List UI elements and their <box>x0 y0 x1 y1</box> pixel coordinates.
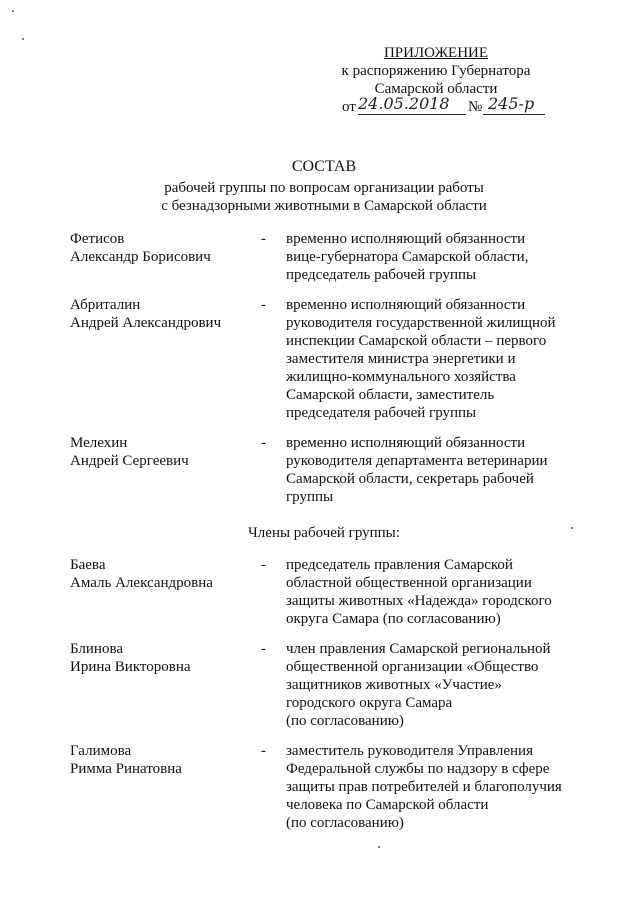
member-position <box>286 296 573 422</box>
document-heading <box>0 158 640 215</box>
position-line: председатель рабочей группы <box>286 267 477 283</box>
member-given-name: Андрей Сергеевич <box>70 453 189 469</box>
position-line: группы <box>286 489 334 505</box>
document-subtitle-line-1: рабочей группы по вопросам организации работы <box>164 180 484 196</box>
dash-separator: - <box>261 557 266 573</box>
member-given-name: Андрей Александрович <box>70 315 222 331</box>
member-surname: Абриталин <box>70 297 141 313</box>
position-line: Самарской области, заместитель <box>286 387 495 403</box>
member-given-name: Амаль Александровна <box>70 575 213 591</box>
member-position <box>286 230 573 284</box>
member-surname: Галимова <box>70 743 132 759</box>
member-surname: Мелехин <box>70 435 128 451</box>
position-line: Федеральной службы по надзору в сфере <box>286 761 550 777</box>
date-prefix: от <box>342 99 356 115</box>
dash-separator: - <box>261 231 266 247</box>
appendix-line-2: Самарской области <box>374 81 498 97</box>
position-line: (по согласованию) <box>286 815 404 831</box>
appendix-line-1: к распоряжению Губернатора <box>341 63 531 79</box>
position-line: временно исполняющий обязанности <box>286 435 526 451</box>
member-surname: Блинова <box>70 641 123 657</box>
member-name <box>70 296 250 332</box>
members-heading: Члены рабочей группы: <box>248 525 400 541</box>
position-line: общественной организации «Общество <box>286 659 539 675</box>
member-surname: Баева <box>70 557 106 573</box>
position-line: руководителя государственной жилищной <box>286 315 556 331</box>
appendix-date-line <box>318 94 554 118</box>
position-line: временно исполняющий обязанности <box>286 297 526 313</box>
member-surname: Фетисов <box>70 231 125 247</box>
position-line: инспекции Самарской области – первого <box>286 333 547 349</box>
document-subtitle-line-2: с безнадзорными животными в Самарской области <box>161 198 487 214</box>
member-name <box>70 434 250 470</box>
member-position <box>286 742 573 832</box>
member-given-name: Римма Ринатовна <box>70 761 182 777</box>
member-name <box>70 556 250 592</box>
date-underline <box>358 114 466 115</box>
member-given-name: Александр Борисович <box>70 249 211 265</box>
position-line: заместителя министра энергетики и <box>286 351 516 367</box>
position-line: вице-губернатора Самарской области, <box>286 249 529 265</box>
position-line: человека по Самарской области <box>286 797 489 813</box>
position-line: председатель правления Самарской <box>286 557 513 573</box>
position-line: жилищно-коммунального хозяйства <box>286 369 516 385</box>
number-underline <box>483 114 545 115</box>
position-line: защиты прав потребителей и благополучия <box>286 779 562 795</box>
position-line: защиты животных «Надежда» городского <box>286 593 552 609</box>
position-line: (по согласованию) <box>286 713 404 729</box>
appendix-block <box>318 44 554 118</box>
member-given-name: Ирина Викторовна <box>70 659 191 675</box>
position-line: Самарской области, секретарь рабочей <box>286 471 534 487</box>
position-line: председателя рабочей группы <box>286 405 477 421</box>
member-position <box>286 434 573 506</box>
position-line: округа Самара (по согласованию) <box>286 611 501 627</box>
document-title: СОСТАВ <box>291 158 357 175</box>
appendix-title: ПРИЛОЖЕНИЕ <box>383 45 489 61</box>
member-position <box>286 640 573 730</box>
position-line: областной общественной организации <box>286 575 532 591</box>
date-handwritten: 24.05.2018 <box>358 94 450 113</box>
dash-separator: - <box>261 641 266 657</box>
member-name <box>70 742 250 778</box>
position-line: член правления Самарской региональной <box>286 641 551 657</box>
scan-speck <box>12 10 14 12</box>
member-name <box>70 640 250 676</box>
scan-speck <box>378 846 380 848</box>
position-line: защитников животных «Участие» <box>286 677 502 693</box>
scan-speck <box>22 38 24 40</box>
dash-separator: - <box>261 435 266 451</box>
member-name <box>70 230 250 266</box>
scan-speck <box>571 527 573 529</box>
position-line: заместитель руководителя Управления <box>286 743 533 759</box>
position-line: руководителя департамента ветеринарии <box>286 453 548 469</box>
position-line: временно исполняющий обязанности <box>286 231 526 247</box>
member-position <box>286 556 573 628</box>
number-handwritten: 245-р <box>488 94 535 113</box>
number-prefix: № <box>468 99 483 115</box>
dash-separator: - <box>261 297 266 313</box>
dash-separator: - <box>261 743 266 759</box>
position-line: городского округа Самара <box>286 695 453 711</box>
